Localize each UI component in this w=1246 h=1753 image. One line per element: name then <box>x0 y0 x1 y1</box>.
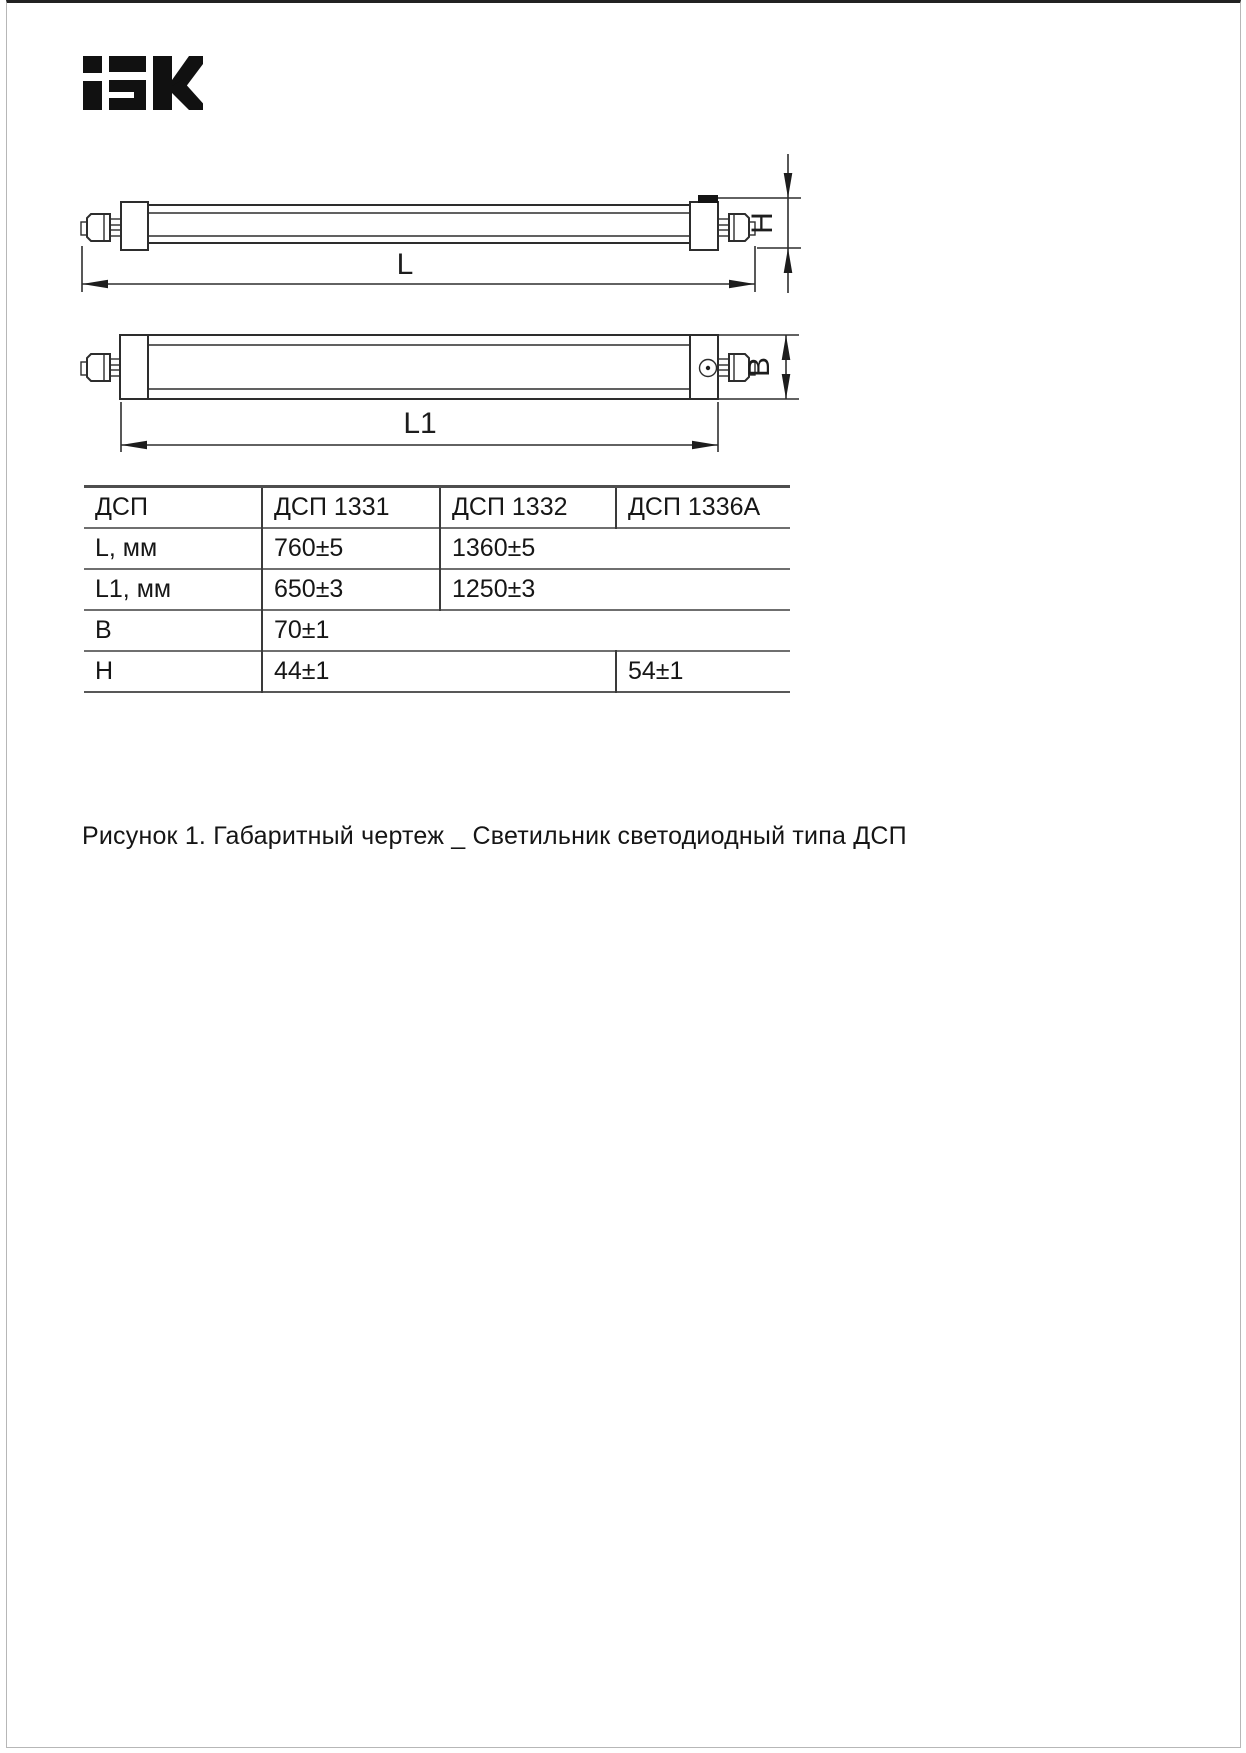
row-H-value-1: 44±1 <box>262 651 616 692</box>
dimensions-table <box>84 485 790 693</box>
dimension-L1 <box>121 402 718 452</box>
row-B-param: B <box>95 615 112 644</box>
dimension-B <box>718 335 799 399</box>
row-B-value-1: 70±1 <box>262 610 790 651</box>
dim-label-B: B <box>743 356 776 378</box>
row-L-param: L, мм <box>95 533 158 562</box>
header-cell-dsp1332: ДСП 1332 <box>440 487 616 528</box>
table-row-L <box>84 528 790 569</box>
dim-label-L1: L1 <box>403 407 437 440</box>
end-cap-right-side <box>690 202 718 250</box>
row-H-value-2: 54±1 <box>616 651 790 692</box>
figure-caption: Рисунок 1. Габаритный чертеж _ Светильник светодиодный типа ДСП <box>82 822 907 850</box>
table-row-H <box>84 651 790 692</box>
row-L1-value-2: 1250±3 <box>440 569 790 610</box>
header-cell-dsp1336a: ДСП 1336А <box>616 487 790 528</box>
table-header-row <box>84 487 790 528</box>
dim-label-L: L <box>396 248 414 281</box>
row-L1-value-1: 650±3 <box>262 569 440 610</box>
cable-gland-left-top <box>81 354 120 381</box>
mounting-clip <box>698 195 718 203</box>
luminaire-body-side <box>148 205 690 243</box>
row-L-value-1: 760±5 <box>262 528 440 569</box>
table-row-B <box>84 610 790 651</box>
dimension-H <box>718 154 801 293</box>
header-cell-param: ДСП <box>95 492 148 521</box>
cable-gland-left-side <box>81 214 121 241</box>
dim-label-H: H <box>746 212 779 234</box>
dimension-L <box>82 246 755 292</box>
row-L1-param: L1, мм <box>95 574 172 603</box>
header-cell-dsp1331: ДСП 1331 <box>262 487 440 528</box>
side-view <box>81 154 801 293</box>
row-H-param: H <box>95 656 114 685</box>
row-L-value-2: 1360±5 <box>440 528 790 569</box>
end-cap-left-side <box>121 202 148 250</box>
top-view <box>81 335 799 452</box>
table-row-L1 <box>84 569 790 610</box>
dimensional-drawing <box>0 0 1246 480</box>
